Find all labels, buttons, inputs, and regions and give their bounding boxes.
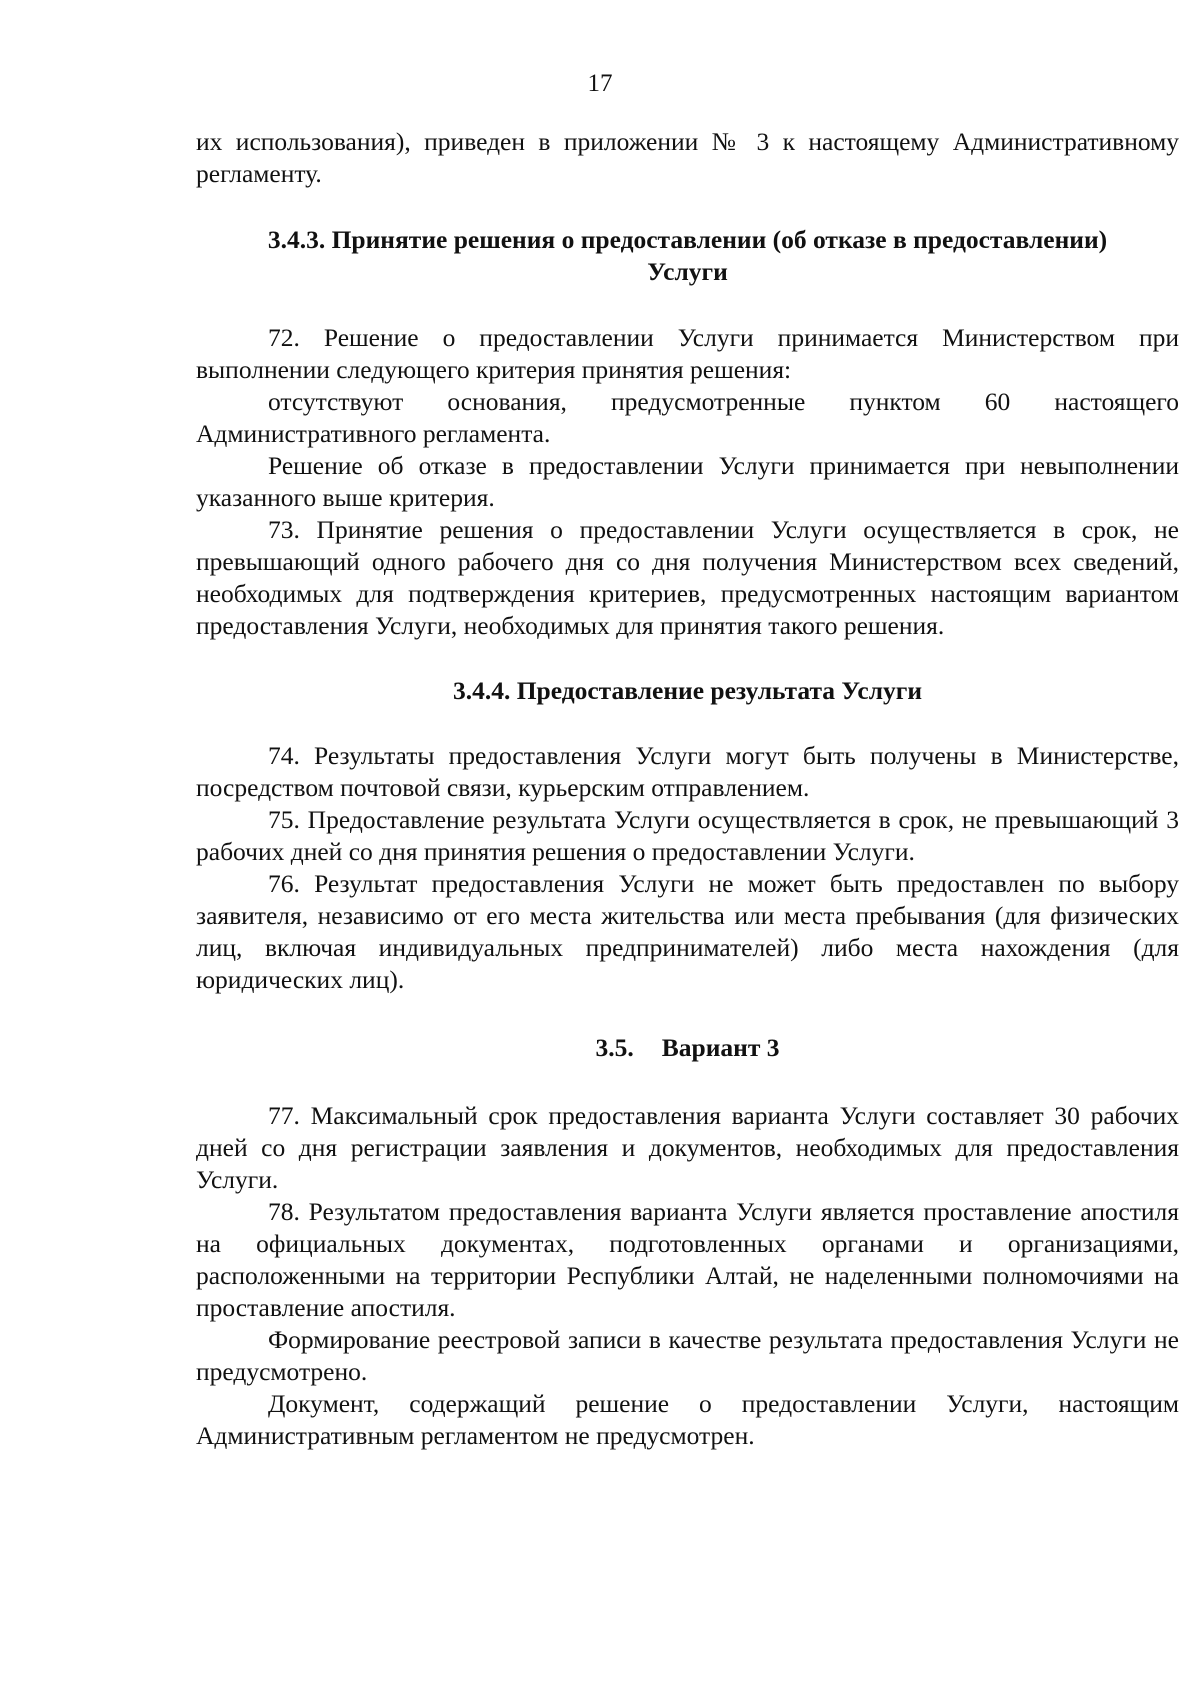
paragraph-72-refusal: Решение об отказе в предоставлении Услуги принимается при невыполнении указанного выше критерия. [196, 451, 1179, 512]
paragraph-77: 77. Максимальный срок предоставления варианта Услуги составляет 30 рабочих дней со дня регистрации заявления и документов, необходимых для предоставления Услуги. [196, 1101, 1179, 1194]
paragraph-registry-record: Формирование реестровой записи в качестве результата предоставления Услуги не предусмотрено. [196, 1325, 1179, 1386]
paragraph-76: 76. Результат предоставления Услуги не может быть предоставлен по выбору заявителя, независимо от его места жительства или места пребывания (для физических лиц, включая индивидуальных предпринимателей) либо места нахождения (для юридических лиц). [196, 869, 1179, 994]
paragraph-78: 78. Результатом предоставления варианта Услуги является проставление апостиля на официальных документах, подготовленных органами и организациями, расположенными на территории Республики Алтай, не наделенными полномочиями на проставление апостиля. [196, 1197, 1179, 1322]
section-3-5-heading [196, 1032, 1179, 1064]
section-3-4-3-title-line1: 3.4.3. Принятие решения о предоставлении (об отказе в предоставлении) [267, 225, 1108, 254]
section-3-5-title: Вариант 3 [661, 1033, 780, 1062]
section-3-4-4-heading: 3.4.4. Предоставление результата Услуги [452, 676, 923, 705]
paragraph-decision-document: Документ, содержащий решение о предоставлении Услуги, настоящим Административным регламентом не предусмотрен. [196, 1389, 1179, 1450]
paragraph-73: 73. Принятие решения о предоставлении Услуги осуществляется в срок, не превышающий одного рабочего дня со дня получения Министерством всех сведений, необходимых для подтверждения критериев, предусмотренных настоящим вариантом предоставления Услуги, необходимых для принятия такого решения. [196, 515, 1179, 640]
page-number: 17 [587, 70, 613, 97]
section-3-5-number: 3.5. [595, 1033, 634, 1062]
paragraph-72: 72. Решение о предоставлении Услуги принимается Министерством при выполнении следующего критерия принятия решения: [196, 323, 1179, 384]
intro-paragraph: их использования), приведен в приложении № 3 к настоящему Административному регламенту. [196, 127, 1179, 188]
section-3-4-3-title-line2: Услуги [647, 257, 728, 286]
paragraph-75: 75. Предоставление результата Услуги осуществляется в срок, не превышающий 3 рабочих дней со дня принятия решения о предоставлении Услуги. [196, 805, 1179, 866]
paragraph-74: 74. Результаты предоставления Услуги могут быть получены в Министерстве, посредством почтовой связи, курьерским отправлением. [196, 741, 1179, 802]
section-3-4-3-heading [196, 224, 1179, 288]
document-body [196, 126, 1179, 1452]
paragraph-72-criterion: отсутствуют основания, предусмотренные пунктом 60 настоящего Административного регламента. [196, 387, 1179, 448]
